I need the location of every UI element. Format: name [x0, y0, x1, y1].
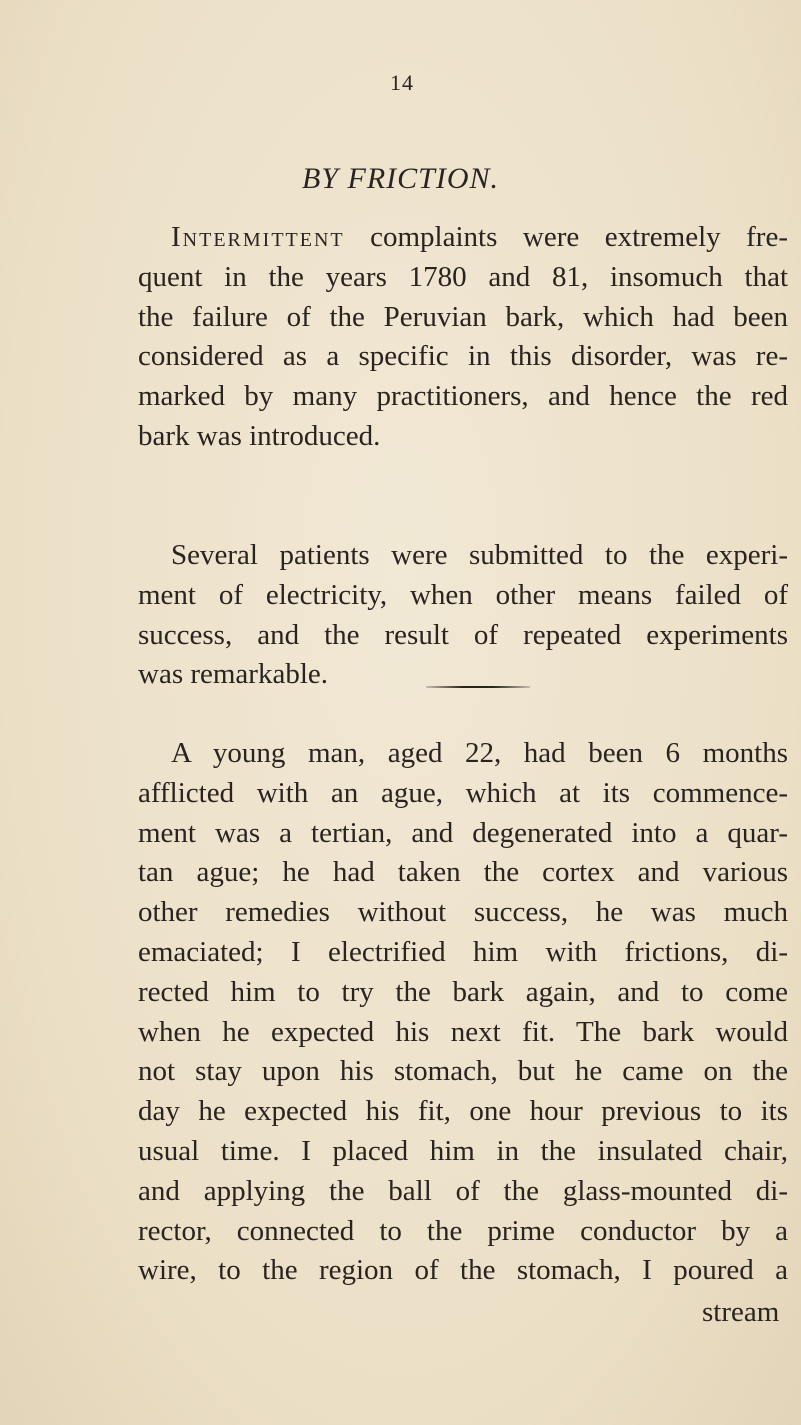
paragraph-3 — [138, 734, 788, 1291]
paragraph-line: emaciated; I electrified him with frictions, di- — [138, 935, 788, 968]
catchword: stream — [702, 1296, 780, 1328]
paragraph-line: success, and the result of repeated experiments — [138, 618, 788, 651]
paragraph-line: bark was introduced. — [138, 419, 381, 452]
paragraph-line: the failure of the Peruvian bark, which had been — [138, 300, 788, 333]
paragraph-line: ment was a tertian, and degenerated into a quar- — [138, 816, 788, 849]
paragraph-line: A young man, aged 22, had been 6 months — [171, 737, 788, 769]
page-number: 14 — [390, 70, 414, 95]
paragraph-line: Several patients were submitted to the experi- — [171, 539, 788, 571]
paragraph-line: quent in the years 1780 and 81, insomuch that — [138, 260, 788, 293]
paragraph-line: Intermittent complaints were extremely fre- — [171, 221, 788, 253]
section-divider — [426, 686, 530, 688]
paragraph-line: wire, to the region of the stomach, I poured a — [138, 1254, 788, 1287]
paragraph-line: tan ague; he had taken the cortex and various — [138, 856, 788, 889]
paragraph-line: rector, connected to the prime conductor by a — [138, 1214, 788, 1247]
paragraph-line: marked by many practitioners, and hence the red — [138, 380, 788, 413]
paragraph-line: and applying the ball of the glass-mounted di- — [138, 1174, 788, 1207]
paragraph-1 — [138, 218, 788, 457]
paragraph-2 — [138, 536, 788, 695]
paragraph-line: ment of electricity, when other means failed of — [138, 578, 788, 611]
paragraph-line: not stay upon his stomach, but he came on the — [138, 1055, 788, 1088]
paragraph-line: considered as a specific in this disorder, was re- — [138, 340, 788, 373]
paragraph-line: was remarkable. — [138, 658, 329, 691]
section-heading: BY FRICTION. — [301, 162, 499, 195]
paragraph-line: usual time. I placed him in the insulated chair, — [138, 1134, 788, 1167]
paragraph-line: day he expected his fit, one hour previous to its — [138, 1095, 788, 1128]
paragraph-line: other remedies without success, he was much — [138, 896, 788, 929]
paragraph-line: afflicted with an ague, which at its commence- — [138, 776, 788, 809]
paragraph-line: when he expected his next fit. The bark would — [138, 1015, 788, 1048]
opening-word: Intermittent — [171, 221, 345, 253]
paragraph-line: rected him to try the bark again, and to come — [138, 975, 788, 1008]
